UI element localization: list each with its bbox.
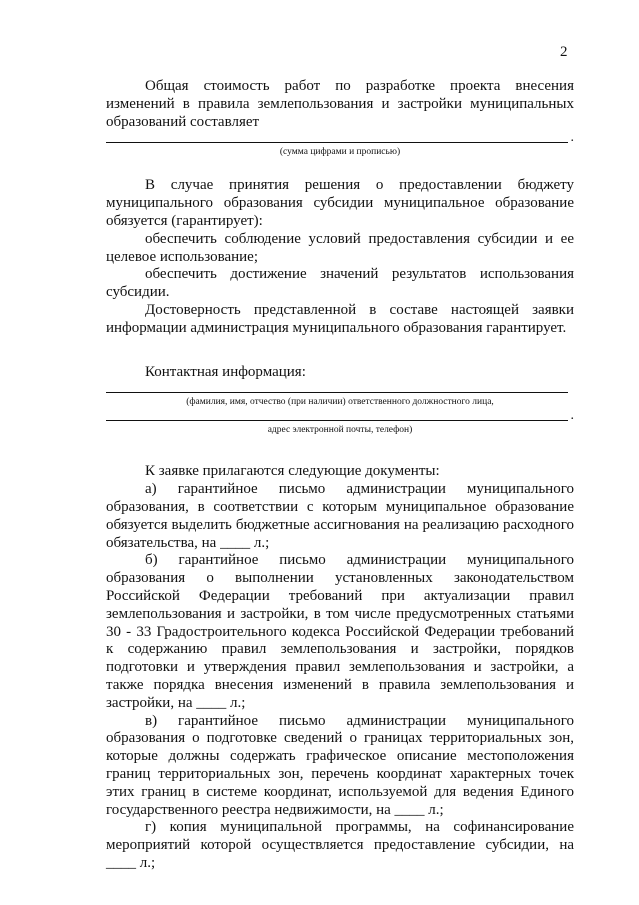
paragraph-reliability: Достоверность представленной в составе настоящей заявки информации администрация муниципального образования гарантирует. [106,301,574,336]
contact-blank-row-1 [106,381,574,393]
cost-blank-row [106,131,574,143]
attachment-item-g: г) копия муниципальной программы, на софинансирование мероприятий которой осуществляется предоставление субсидии, на ____ л.; [106,819,574,871]
attachment-item-v: в) гарантийное письмо администрации муниципального образования о подготовке сведений о границах территориальных зон, которые должны содержать графическое описание местоположения границ территориальных зон, перечень координат характерных точек этих границ в системе координат, используемой для ведения Единого государственного реестра недвижимости, на ____ л.; [106,712,574,818]
obligation-item-2: обеспечить достижение значений результатов использования субсидии. [106,266,574,301]
contact-blank-row-2 [106,409,574,421]
contact-caption-1: (фамилия, имя, отчество (при наличии) ответственного должностного лица, [186,397,494,408]
attachment-item-b: б) гарантийное письмо администрации муниципального образования о выполнении установленных законодательством Российской Федерации требований при актуализации правил землепользования и застройки, в том числе предусмотренных статьями 30 - 33 Градостроительного кодекса Российской Федерации требований к содержанию правил землепользования и застройки, порядков подготовки и утверждения правил землепользования и застройки, а также порядка внесения изменений в правила землепользования и застройки, на ____ л.; [106,552,574,711]
contact-blank-line-2 [106,420,568,421]
contact-caption-2: адрес электронной почты, телефон) [267,425,413,436]
contact-blank-dot: . [570,407,574,423]
cost-blank-dot: . [570,129,574,145]
contact-blank-line-1 [106,392,568,393]
cost-blank-line [106,142,568,143]
page-number: 2 [560,44,568,60]
attachments-intro: К заявке прилагаются следующие документы: [145,463,440,480]
paragraph-obligation: В случае принятия решения о предоставлении бюджету муниципального образования субсидии муниципальное образование обязуется (гарантирует): [106,177,574,229]
contact-label: Контактная информация: [145,363,306,380]
document-body [106,78,574,873]
paragraph-cost: Общая стоимость работ по разработке проекта внесения изменений в правила землепользования и застройки муниципальных образований составляет [106,78,574,130]
attachment-item-a: а) гарантийное письмо администрации муниципального образования, в соответствии с которым муниципальное образование обязуется выделить бюджетные ассигнования на реализацию расходного обязательства, на ____ л.; [106,481,574,551]
cost-caption: (сумма цифрами и прописью) [279,147,401,158]
obligation-item-1: обеспечить соблюдение условий предоставления субсидии и ее целевое использование; [106,230,574,265]
